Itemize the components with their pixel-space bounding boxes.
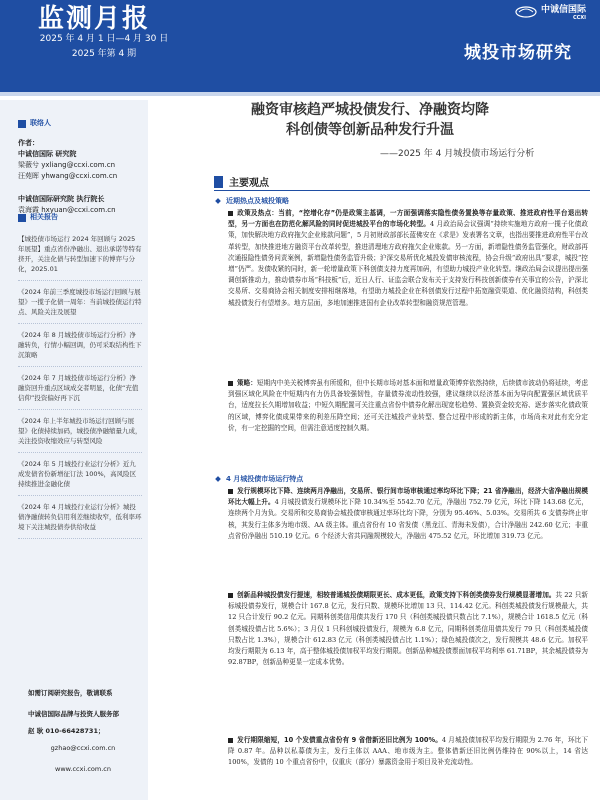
square-bullet-icon [214,176,223,188]
related-report[interactable]: 《2024 年 4 月城投行业运行分析》城投债净融债转负信用利差继续收窄，低利率环境下关注城投债券供给收益 [18,496,142,539]
logo-sub: CCXI [572,15,586,21]
square-bullet-icon [228,489,233,494]
related-report[interactable]: 《2024 年前三季度城投市场运行回顾与展望》一揽子化债一周年：当前城投债运行特点、风险关注及展望 [18,281,142,324]
related-heading: 相关报告 [18,212,58,223]
authors-block [18,138,146,216]
sidebar-footer [28,688,138,775]
section-title: 城投市场研究 [464,43,572,63]
subscribe-note: 如需订阅研究报告，敬请联系 [28,689,113,697]
author-2: 汪苑晖 yhwang@ccxi.com.cn [18,172,118,180]
key-points-heading: 主要观点 [214,174,269,189]
square-bullet-icon [18,120,26,128]
related-report[interactable]: 《2024 年 8 月城投债市场运行分析》净融转负，行情小幅回调，仍可采取结构性下沉策略 [18,324,142,367]
related-report[interactable]: 《2024 年 5 月城投行业运行分析》近九成发债省份新增征订法 100%，高风险区持续推进金融化债 [18,453,142,496]
report-date-range: 2025 年 4 月 1 日—4 月 30 日 [39,34,169,44]
square-bullet-icon [228,593,233,598]
report-title: 监测月报 [38,4,151,34]
subsection-heading-2: 4 月城投债市场运行特点 [216,474,303,484]
company-logo [515,2,586,21]
paragraph-policy: 政策及热点：当前，“控增化存”仍是政策主基调，一方面强调落实隐性债务置换等存量政策、推进政府性平台退出转型，另一方面也在防范化解风险的同时促进城投平台的市场化转型。4 月政治局会议强调“持续实施地方政府一揽子化债政策，加快解决地方政府拖欠企业账款问题”，5 月初财政部部长蓝佛安在《求是》发表署名文章，也指出要推进政府性平台改革转型，加快推进地方融资平台改革转型，推进清理地方政府拖欠企业账款。另一方面，新增隐性债务监管强化，财政部再次通报隐性债务问责案例，新增隐性债务监管升级；沪深交易所优化城投发债审核流程，协会升级“政府出具”要求，城投“控增”仍严。发债收紧的同时，新一轮增量政策下科创债支持力度再加码，有望助力城投产业化转型。继政治局会议提出提出强调创新推动力，推动债券市场“科技板”后，近日人行、证监会联合发布关于支持发行科技创新债券有关事宜的公告，沪深北交易所、交易商协会相关制度安排相继落地，有望助力城投企业在科创债发行过程中拓宽融资渠道、优化融资结构，科创类城投债发行有望增多。地方层面，多地加速推进国有企业改革转型和融资规范管理。 [228,209,588,307]
related-heading-block [18,212,58,223]
author-1: 梁薇兮 yxliang@ccxi.com.cn [18,161,116,169]
report-issue: 2025 年第 4 期 [71,49,137,59]
diamond-bullet-icon [215,198,221,204]
exec-person: 袁海霞 hxyuan@ccxi.com.cn [18,206,116,214]
paragraph-strategy: 策略：短期内中美关税博弈虽有所缓和，但中长期市场对基本面和增量政策博弈依然持续，后续债市波动仍将延续，考虑到强区域化风险在中短期内有力仍具备较强韧性，存量债券流动性较强，建议继续以经济基本面为导向配置强区域优质平台，适度拉长久期增加收益；中短久期配置可关注重点省份中债券化解出现宽松趋势、置换资金较充裕、逐步落实化债政策的区域，博弈化债成果带来的利差压降空间；还可关注城投产业转型、整合过程中形成的新主体，市场尚未对此有充分定价，有一定挖掘的空间，但需注意适度控制久期。 [228,379,589,432]
contact-phone: 赵 耿 010-66428731； [28,727,105,735]
square-bullet-icon [228,738,233,743]
document-subtitle: ——2025 年 4 月城投债市场运行分析 [380,149,535,159]
contact-email[interactable]: gzhao@ccxi.com.cn [50,744,116,752]
header-stripe [0,92,600,96]
paragraph-issuance: 发行规模环比下降、连续两月净融出，交易所、银行间市场审核通过率均环比下降；21 省净融出，经济大省净融出规模环比大幅上升。4 月城投债发行规模环比下降 10.34%至 5542.70 亿元，净融出 752.79 亿元，环比下降 143.68 亿元，连续两个月为负。交易所和交易商协会城投债审核通过率环比均下降，分别为 95.46%、5.03%。交易所共 6 支债券终止审核，其发行主体多为地市级、AA 级主体。重点省份有 10 省发债（黑龙江、青海未发债），合计净融出 242.60 亿元；非重点省份净融出 510.19 亿元。6 个经济大省共同融规模较大，净融出 475.52 亿元，环比增加 319.73 亿元。 [228,487,589,540]
paragraph-maturity: 发行期限缩短，10 个发债重点省份有 9 省借新还旧比例为 100%。4 月城投债加权平均发行期限为 2.76 年，环比下降 0.87 年。品种以私募债为主，发行主体以 AAA、地市级为主。整体借新还旧比例仍维持在 90%以上，14 省达 100%，发债的 10 个重点省份中，仅重庆（部分）暴露资金用于项目及补充流动性。 [228,736,588,767]
contact-heading: 联络人 [18,118,51,129]
ccxi-logo-icon [515,6,537,18]
document-title: 融资审核趋严城投债发行、净融资均降 科创债等创新品种发行升温 [251,102,489,138]
section-divider [214,190,590,191]
paragraph-innovation: 创新品种城投债发行提速，相较普通城投债期限更长、成本更低，政策支持下科创类债券发行规模显著增加。共 22 只新标城投债券发行，规模合计 167.8 亿元，发行只数、规模环比增加 13 只、114.42 亿元。科创类城投债发行规模最大，共 12 只合计发行 90.2 亿元。同期科创类信用债共发行 170 只（科创类城投债只数占比 7.1%），规模合计 1618.5 亿元（科创类城投债占比 5.6%）；3 月仅 1 只科创城投债发行，规模为 6.8 亿元，同期科创类信用债共发行 79 只（科创类城投债只数占比 1.3%），规模合计 612.83 亿元（科创类城投债占比 1.1%）；绿色城投债次之，发行规模共 48.6 亿元。加权平均发行期限为 6.13 年，高于整体城投债加权平均发行期限。创新品种城投债票面加权平均利率 61.71BP，其余城投债券为 92.87BP，创新品种更显一定成本优势。 [228,591,588,667]
brand-dept: 中诚信国际品牌与投资人服务部 [28,710,119,718]
related-report[interactable]: 《2024 年上半年城投市场运行回顾与展望》化债持续加码，城投债净融缩量九成，关注投资收缩效应与转型风险 [18,410,142,453]
contact-block [18,118,51,129]
website-link[interactable]: www.ccxi.com.cn [55,765,111,773]
authors-label: 作者： [18,139,39,147]
related-report[interactable]: 《2024 年 7 月城投债市场运行分析》净融资回升重点区域成交者明显，化债“充值信仰”投资偏好再下沉 [18,367,142,410]
authors-org: 中诚信国际 研究院 [18,150,77,158]
square-bullet-icon [228,211,233,216]
square-bullet-icon [228,381,233,386]
report-header [0,0,600,92]
exec-org: 中诚信国际研究院 执行院长 [18,195,105,203]
diamond-bullet-icon [215,476,221,482]
related-report[interactable]: 【城投债市场运行 2024 年回顾与 2025 年展望】重点省份净融出、退出承诺等特有挤开，关注化债与转型加速下的博弈与分化，2025.01 [18,228,142,281]
logo-text: 中诚信国际 [540,5,586,15]
square-bullet-icon [18,214,26,222]
subsection-heading-1: 近期热点及城投策略 [216,196,289,206]
related-reports-list [18,228,142,539]
